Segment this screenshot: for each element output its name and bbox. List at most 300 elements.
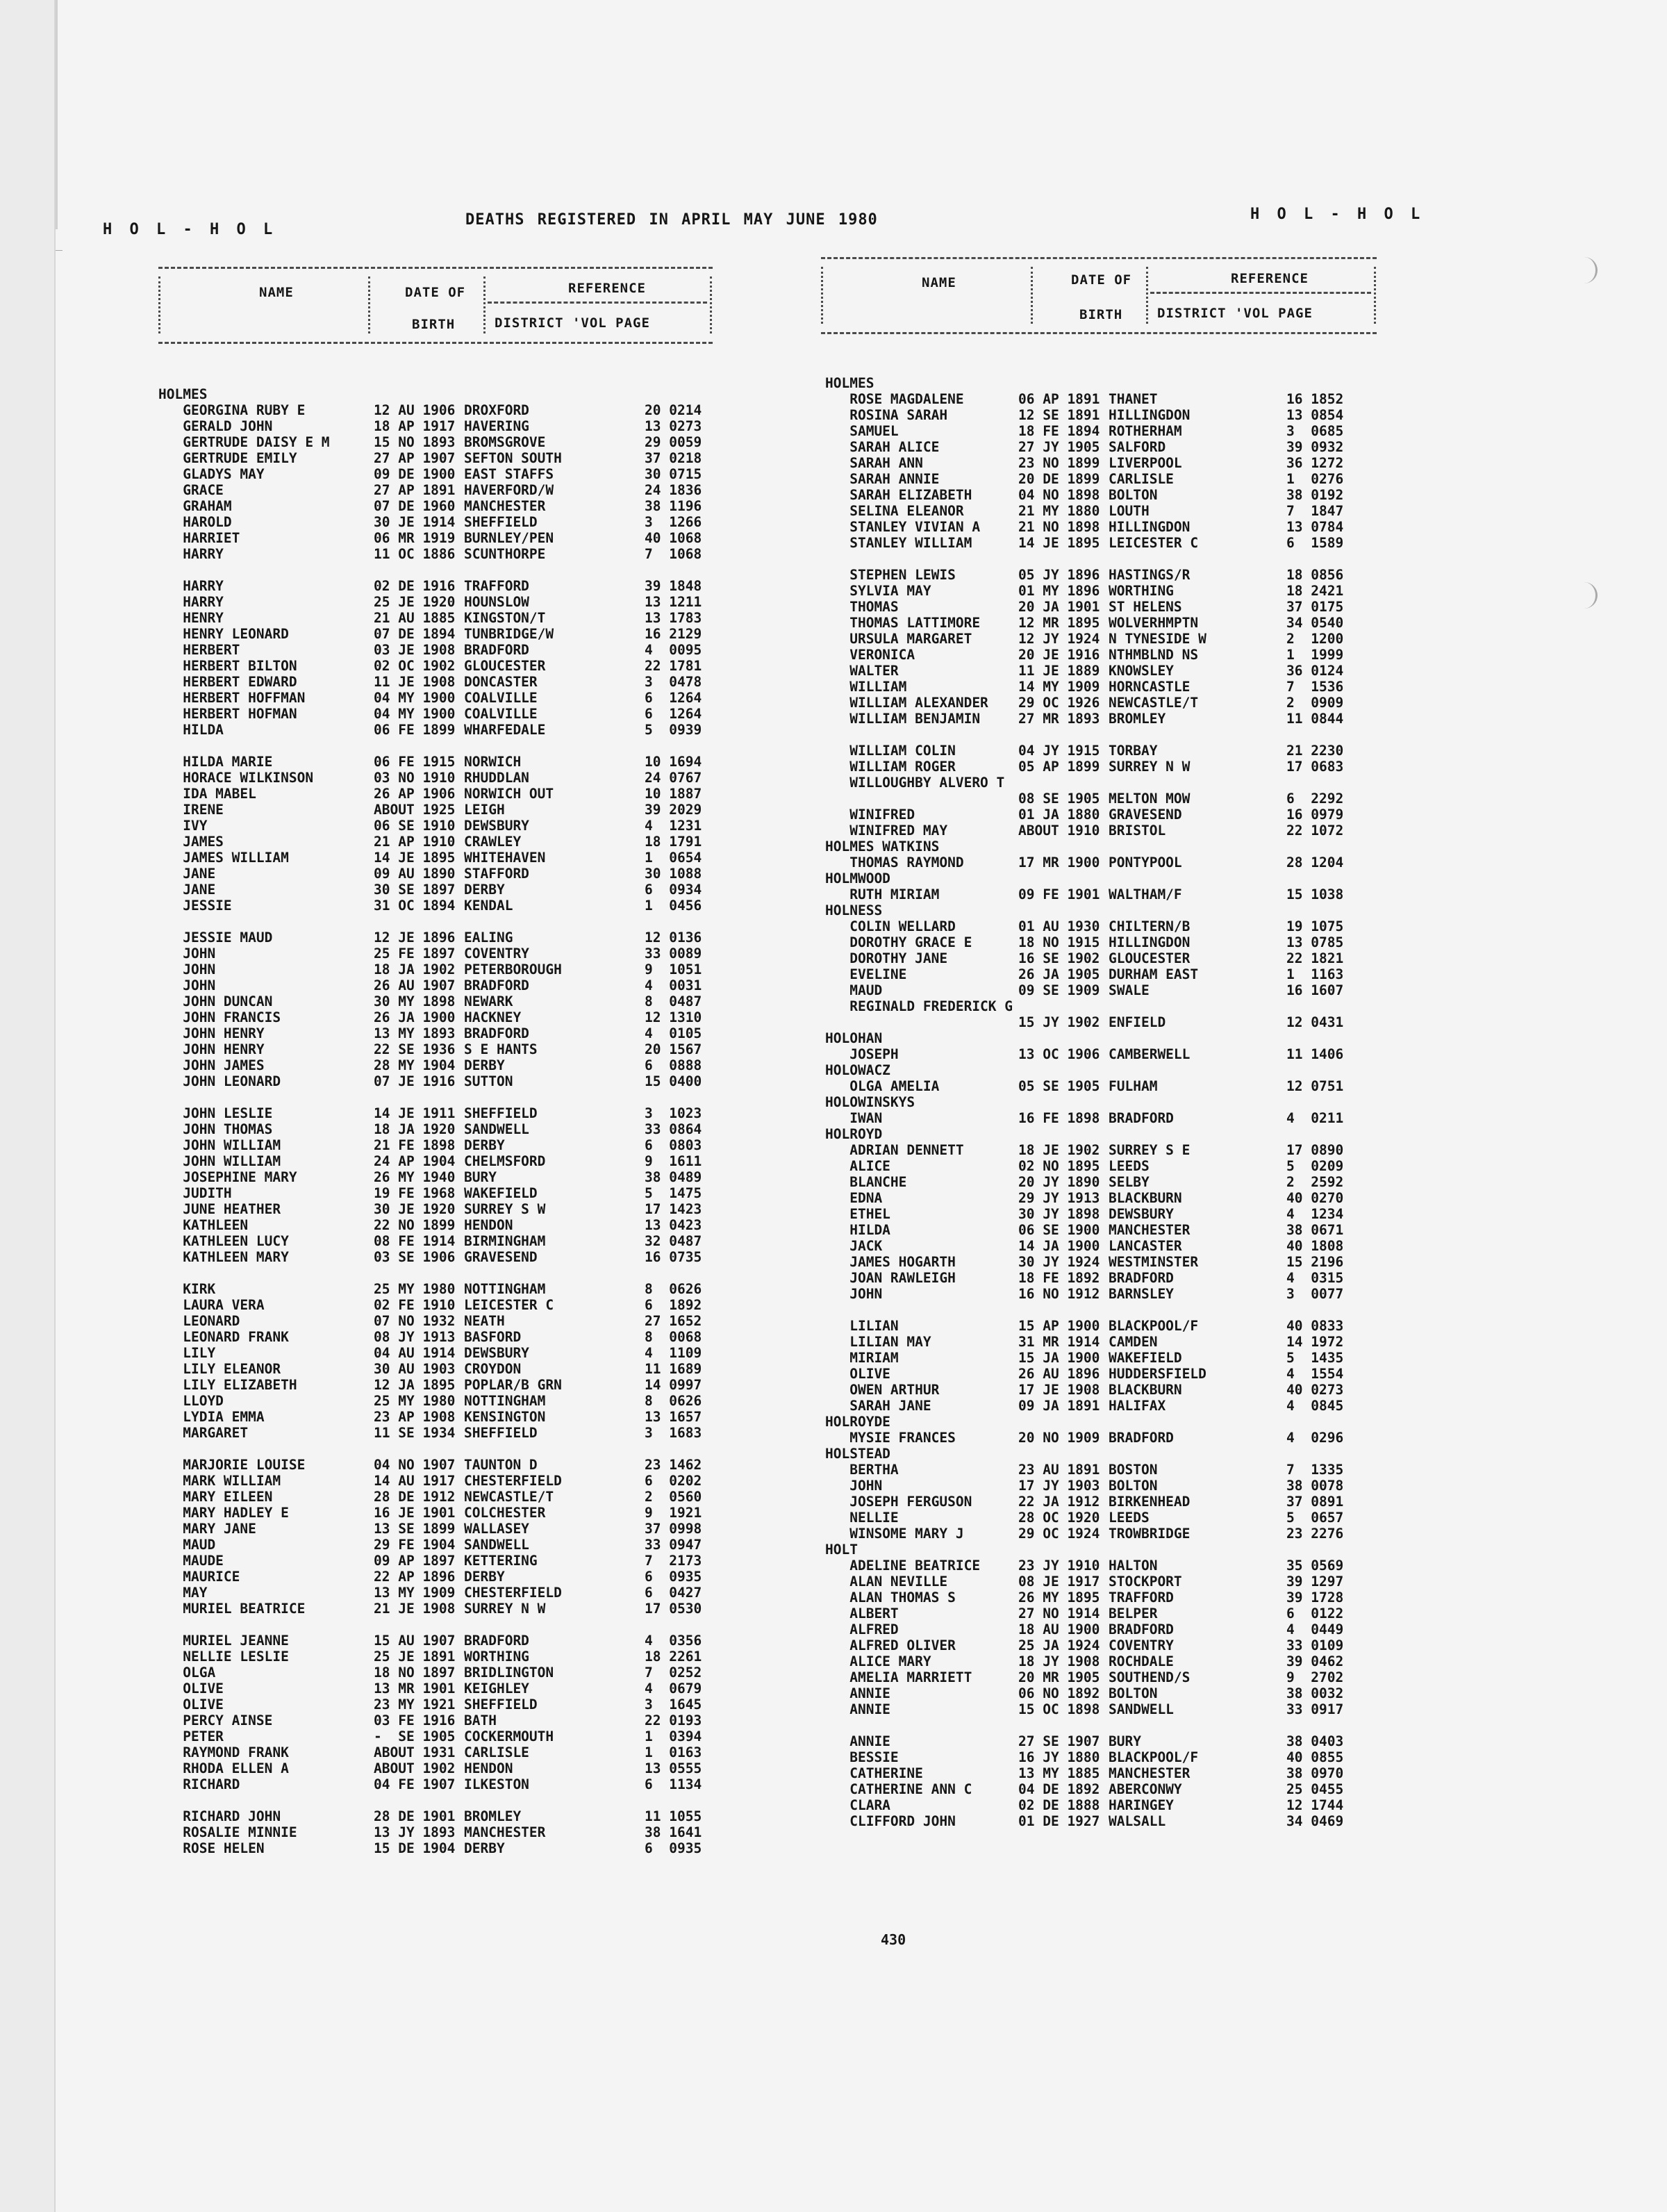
entry-birth-date: 13 OC 1906 (1018, 1046, 1100, 1062)
entry-birth-date: 21 MY 1880 (1018, 503, 1100, 519)
entry-district: WALSALL (1109, 1813, 1166, 1829)
entry-district: SELBY (1109, 1174, 1150, 1190)
register-entry (158, 754, 714, 770)
entry-name: HERBERT HOFFMAN (158, 690, 306, 706)
entry-birth-date: 04 FE 1907 (374, 1776, 456, 1792)
entry-vol-page: 39 0932 (1286, 439, 1344, 455)
entry-birth-date: 20 JE 1916 (1018, 647, 1100, 663)
register-entry (158, 1249, 714, 1265)
entry-district: BURY (464, 1169, 497, 1185)
entry-district: RHUDDLAN (464, 770, 529, 786)
entry-birth-date: 30 JE 1920 (374, 1201, 456, 1217)
entry-birth-date: 21 AP 1910 (374, 834, 456, 850)
entry-vol-page: 6 1892 (645, 1297, 702, 1313)
right-name-range: H O L - H O L (1250, 206, 1425, 223)
entry-district: LOUTH (1109, 503, 1150, 519)
entry-name: ROSE MAGDALENE (825, 391, 964, 407)
entry-vol-page: 3 1266 (645, 514, 702, 530)
entry-vol-page: 23 2276 (1286, 1526, 1344, 1542)
entry-district: CHILTERN/B (1109, 918, 1191, 934)
entry-vol-page: 29 0059 (645, 434, 702, 450)
entry-name: DOROTHY JANE (825, 950, 948, 966)
entry-birth-date: 14 AU 1917 (374, 1473, 456, 1489)
entry-name: LILY ELIZABETH (158, 1377, 297, 1393)
surname-heading (825, 1542, 1381, 1558)
entry-district: LEEDS (1109, 1158, 1150, 1174)
register-entry (158, 946, 714, 961)
entry-name: HOLMES (825, 375, 874, 391)
entry-name: IDA MABEL (158, 786, 256, 802)
entry-birth-date: 09 FE 1901 (1018, 886, 1100, 902)
register-entry (825, 711, 1381, 727)
entry-name: HOLOHAN (825, 1030, 883, 1046)
entry-district: BATH (464, 1712, 497, 1728)
entry-district: HILLINGDON (1109, 407, 1191, 423)
entry-birth-date: 28 OC 1920 (1018, 1510, 1100, 1526)
header-name: NAME (922, 275, 956, 290)
entry-birth-date: 02 FE 1910 (374, 1297, 456, 1313)
entry-vol-page: 3 0478 (645, 674, 702, 690)
entry-district: COLCHESTER (464, 1505, 546, 1521)
entry-vol-page: 3 0077 (1286, 1286, 1344, 1302)
entry-name: HERBERT (158, 642, 240, 658)
register-entry (158, 434, 714, 450)
left-name-range: H O L - H O L (103, 221, 277, 238)
entry-name: JOHN (825, 1478, 883, 1494)
entry-vol-page: 37 0218 (645, 450, 702, 466)
entry-birth-date: 08 SE 1905 (1018, 791, 1100, 807)
entry-district: CARLISLE (1109, 471, 1174, 487)
register-entry (825, 807, 1381, 823)
entry-birth-date: 03 NO 1910 (374, 770, 456, 786)
entry-name: ALICE MARY (825, 1653, 931, 1669)
register-entry (158, 834, 714, 850)
entry-district: LEICESTER C (1109, 535, 1199, 551)
register-entry (158, 1473, 714, 1489)
entry-birth-date: 03 SE 1906 (374, 1249, 456, 1265)
entry-birth-date: 15 JA 1900 (1018, 1350, 1100, 1366)
entry-birth-date: 30 JY 1898 (1018, 1206, 1100, 1222)
entry-name: STANLEY WILLIAM (825, 535, 972, 551)
register-entry (158, 961, 714, 977)
register-entry (158, 1377, 714, 1393)
entry-vol-page: 4 1231 (645, 818, 702, 834)
register-entry (825, 855, 1381, 870)
entry-name: HERBERT HOFMAN (158, 706, 297, 722)
entry-birth-date: 07 DE 1960 (374, 498, 456, 514)
entry-vol-page: 16 1852 (1286, 391, 1344, 407)
register-entry (825, 918, 1381, 934)
entry-birth-date: 01 MY 1896 (1018, 583, 1100, 599)
entry-birth-date: 06 MR 1919 (374, 530, 456, 546)
entry-name: JESSIE MAUD (158, 930, 273, 946)
entry-vol-page: 8 0626 (645, 1281, 702, 1297)
entry-district: KEIGHLEY (464, 1681, 529, 1697)
entry-name: LILIAN (825, 1318, 899, 1334)
register-entry (825, 567, 1381, 583)
entry-name: ROSALIE MINNIE (158, 1824, 297, 1840)
register-entry (825, 679, 1381, 695)
entry-birth-date: 07 DE 1894 (374, 626, 456, 642)
entry-name: MARJORIE LOUISE (158, 1457, 306, 1473)
entry-district: SWALE (1109, 982, 1150, 998)
entry-name: ROSINA SARAH (825, 407, 948, 423)
entry-district: GLOUCESTER (1109, 950, 1191, 966)
entry-name: THOMAS RAYMOND (825, 855, 964, 870)
entry-district: BRADFORD (1109, 1110, 1174, 1126)
entry-vol-page: 7 0252 (645, 1665, 702, 1681)
entry-birth-date: 17 MR 1900 (1018, 855, 1100, 870)
entry-name: SELINA ELEANOR (825, 503, 964, 519)
register-entry (158, 402, 714, 418)
entry-district: SEFTON SOUTH (464, 450, 562, 466)
entry-birth-date: 03 FE 1916 (374, 1712, 456, 1728)
entry-vol-page: 3 1683 (645, 1425, 702, 1441)
register-entry (158, 562, 714, 578)
entry-district: SURREY S E (1109, 1142, 1191, 1158)
entry-birth-date: 28 MY 1904 (374, 1057, 456, 1073)
register-entry (158, 786, 714, 802)
entry-birth-date: 26 MY 1940 (374, 1169, 456, 1185)
entry-birth-date: 28 DE 1912 (374, 1489, 456, 1505)
entry-birth-date: 13 MY 1885 (1018, 1765, 1100, 1781)
entry-birth-date: 23 AP 1908 (374, 1409, 456, 1425)
entry-birth-date: 01 JA 1880 (1018, 807, 1100, 823)
entry-birth-date: 15 NO 1893 (374, 434, 456, 450)
entry-birth-date: 27 AP 1891 (374, 482, 456, 498)
entry-name: SARAH JANE (825, 1398, 931, 1414)
entry-name: BLANCHE (825, 1174, 907, 1190)
entry-district: BROMLEY (464, 1808, 522, 1824)
entry-birth-date: 25 JE 1920 (374, 594, 456, 610)
entry-birth-date: ABOUT 1910 (1018, 823, 1100, 839)
entry-name: HOLROYD (825, 1126, 883, 1142)
entry-name: KIRK (158, 1281, 216, 1297)
entry-name: ALFRED (825, 1621, 899, 1637)
entry-birth-date: 18 FE 1894 (1018, 423, 1100, 439)
entry-district: COALVILLE (464, 690, 538, 706)
entry-district: ILKESTON (464, 1776, 529, 1792)
entry-district: HORNCASTLE (1109, 679, 1191, 695)
entry-name: ALICE (825, 1158, 890, 1174)
entry-district: BRADFORD (464, 642, 529, 658)
entry-name: HOLMES WATKINS (825, 839, 940, 855)
entry-district: SHEFFIELD (464, 514, 538, 530)
register-entry (158, 1601, 714, 1617)
surname-heading (825, 375, 1381, 391)
header-name: NAME (259, 285, 294, 300)
entry-name: HARRY (158, 594, 224, 610)
register-entry (158, 626, 714, 642)
entry-name: JAMES WILLIAM (158, 850, 289, 866)
entry-name: HOLOWINSKYS (825, 1094, 915, 1110)
register-entry (825, 1462, 1381, 1478)
entry-vol-page: 7 1847 (1286, 503, 1344, 519)
entry-birth-date: 02 OC 1902 (374, 658, 456, 674)
register-entry (158, 1585, 714, 1601)
entry-birth-date: 12 JY 1924 (1018, 631, 1100, 647)
entry-name: LEONARD (158, 1313, 240, 1329)
entry-vol-page: 5 0209 (1286, 1158, 1344, 1174)
entry-district: ABERCONWY (1109, 1781, 1182, 1797)
entry-vol-page: 7 1536 (1286, 679, 1344, 695)
entry-district: NEATH (464, 1313, 505, 1329)
entry-name: HARRY (158, 546, 224, 562)
register-entry (825, 1302, 1381, 1318)
entry-vol-page: 18 2421 (1286, 583, 1344, 599)
entry-vol-page: 13 0555 (645, 1760, 702, 1776)
entry-birth-date: 23 NO 1899 (1018, 455, 1100, 471)
entry-vol-page: 2 0909 (1286, 695, 1344, 711)
entry-name: KATHLEEN LUCY (158, 1233, 289, 1249)
surname-heading (825, 1446, 1381, 1462)
entry-name: RICHARD JOHN (158, 1808, 281, 1824)
entry-name: JOHN WILLIAM (158, 1153, 281, 1169)
entry-birth-date: 03 JE 1908 (374, 642, 456, 658)
entry-name: JANE (158, 866, 216, 882)
register-entry (825, 695, 1381, 711)
entry-vol-page: 13 0785 (1286, 934, 1344, 950)
entry-name: REGINALD FREDERICK G (825, 998, 1013, 1014)
entry-vol-page: 4 0845 (1286, 1398, 1344, 1414)
entry-birth-date: 25 JA 1924 (1018, 1637, 1100, 1653)
entry-name: HILDA MARIE (158, 754, 273, 770)
entry-district: HILLINGDON (1109, 519, 1191, 535)
entry-district: HALIFAX (1109, 1398, 1166, 1414)
entry-birth-date: 18 FE 1892 (1018, 1270, 1100, 1286)
entry-birth-date: 23 AU 1891 (1018, 1462, 1100, 1478)
entry-vol-page: 1 0394 (645, 1728, 702, 1744)
entry-district: HACKNEY (464, 1009, 522, 1025)
entry-district: POPLAR/B GRN (464, 1377, 562, 1393)
entry-district: BRADFORD (1109, 1270, 1174, 1286)
entry-district: DERBY (464, 1137, 505, 1153)
register-entry (158, 1760, 714, 1776)
register-entry (825, 1590, 1381, 1606)
entry-name: MAURICE (158, 1569, 240, 1585)
entry-name: HENRY (158, 610, 224, 626)
entry-district: EAST STAFFS (464, 466, 554, 482)
entry-birth-date: 11 JE 1908 (374, 674, 456, 690)
entry-district: DEWSBURY (464, 1345, 529, 1361)
entry-name: HARRY (158, 578, 224, 594)
entry-birth-date: 16 JE 1901 (374, 1505, 456, 1521)
entry-district: STOCKPORT (1109, 1574, 1182, 1590)
register-entry (825, 1222, 1381, 1238)
entry-vol-page: 37 0175 (1286, 599, 1344, 615)
entry-district: GLOUCESTER (464, 658, 546, 674)
entry-vol-page: 22 0193 (645, 1712, 702, 1728)
entry-district: HARINGEY (1109, 1797, 1174, 1813)
register-entry (158, 1489, 714, 1505)
entry-name: JOHN FRANCIS (158, 1009, 281, 1025)
register-entry (158, 1345, 714, 1361)
entry-birth-date: 16 SE 1902 (1018, 950, 1100, 966)
entry-birth-date: 18 AU 1900 (1018, 1621, 1100, 1637)
entry-name: MURIEL BEATRICE (158, 1601, 306, 1617)
entry-name: BERTHA (825, 1462, 899, 1478)
entry-birth-date: 12 AU 1906 (374, 402, 456, 418)
entry-district: FULHAM (1109, 1078, 1158, 1094)
register-entry (158, 1633, 714, 1649)
surname-heading (825, 1094, 1381, 1110)
register-entry (158, 818, 714, 834)
entry-vol-page: 14 1972 (1286, 1334, 1344, 1350)
entry-birth-date: 30 AU 1903 (374, 1361, 456, 1377)
entry-name: SAMUEL (825, 423, 899, 439)
entry-name: ETHEL (825, 1206, 890, 1222)
entry-birth-date: 17 JY 1903 (1018, 1478, 1100, 1494)
header-date-of: DATE OF (405, 285, 466, 300)
register-entry (825, 599, 1381, 615)
register-entry (825, 1797, 1381, 1813)
entry-vol-page: 6 1589 (1286, 535, 1344, 551)
register-entry (158, 930, 714, 946)
entry-vol-page: 12 1744 (1286, 1797, 1344, 1813)
entry-vol-page: 9 1921 (645, 1505, 702, 1521)
entry-birth-date: 06 FE 1915 (374, 754, 456, 770)
entry-vol-page: 5 0939 (645, 722, 702, 738)
entry-name: CATHERINE (825, 1765, 923, 1781)
register-entry (825, 583, 1381, 599)
entry-district: HASTINGS/R (1109, 567, 1191, 583)
entry-district: BRADFORD (464, 1025, 529, 1041)
entry-district: WHITEHAVEN (464, 850, 546, 866)
entry-birth-date: 05 SE 1905 (1018, 1078, 1100, 1094)
entry-vol-page: 16 2129 (645, 626, 702, 642)
register-entry (158, 690, 714, 706)
entry-name: JOHN (158, 946, 216, 961)
entry-district: NOTTINGHAM (464, 1281, 546, 1297)
register-entry (825, 886, 1381, 902)
register-entry (825, 759, 1381, 775)
register-entry (158, 466, 714, 482)
surname-heading (825, 1126, 1381, 1142)
entry-district: ROCHDALE (1109, 1653, 1174, 1669)
register-entry (825, 1174, 1381, 1190)
register-entry (825, 1254, 1381, 1270)
entry-vol-page: 11 1055 (645, 1808, 702, 1824)
entry-vol-page: 19 1075 (1286, 918, 1344, 934)
entry-vol-page: 16 0735 (645, 1249, 702, 1265)
register-entry (825, 407, 1381, 423)
entry-birth-date: 26 AP 1906 (374, 786, 456, 802)
register-entry (825, 1430, 1381, 1446)
header-district-vol-page: DISTRICT 'VOL PAGE (1157, 306, 1313, 321)
entry-name: THOMAS (825, 599, 899, 615)
register-entry (158, 1553, 714, 1569)
entry-district: BROMSGROVE (464, 434, 546, 450)
register-entry (825, 455, 1381, 471)
entry-name: JANE (158, 882, 216, 898)
entry-birth-date: 04 MY 1900 (374, 690, 456, 706)
register-entry (825, 1494, 1381, 1510)
entry-birth-date: 04 NO 1898 (1018, 487, 1100, 503)
register-entry (825, 1653, 1381, 1669)
entry-vol-page: 14 0997 (645, 1377, 702, 1393)
register-entry (158, 1569, 714, 1585)
entry-birth-date: 07 NO 1932 (374, 1313, 456, 1329)
entry-district: NEWCASTLE/T (464, 1489, 554, 1505)
entry-vol-page: 32 0487 (645, 1233, 702, 1249)
entry-district: BIRKENHEAD (1109, 1494, 1191, 1510)
register-entry (158, 1121, 714, 1137)
entry-vol-page: 22 1072 (1286, 823, 1344, 839)
register-entry (825, 391, 1381, 407)
entry-birth-date: 29 OC 1924 (1018, 1526, 1100, 1542)
entry-name: JOHN HENRY (158, 1041, 265, 1057)
entry-district: SALFORD (1109, 439, 1166, 455)
register-entry (825, 615, 1381, 631)
register-entry (825, 1366, 1381, 1382)
entry-district: PONTYPOOL (1109, 855, 1182, 870)
entry-name: STANLEY VIVIAN A (825, 519, 981, 535)
entry-vol-page: 37 0891 (1286, 1494, 1344, 1510)
entry-name: COLIN WELLARD (825, 918, 956, 934)
entry-district: BARNSLEY (1109, 1286, 1174, 1302)
entry-district: CROYDON (464, 1361, 522, 1377)
entry-birth-date: 15 OC 1898 (1018, 1701, 1100, 1717)
entry-name: JOHN (825, 1286, 883, 1302)
entry-name: IVY (158, 818, 208, 834)
register-entry (158, 1824, 714, 1840)
entry-vol-page: 6 0935 (645, 1840, 702, 1856)
entry-name: IRENE (158, 802, 224, 818)
register-entry (825, 1669, 1381, 1685)
entry-vol-page: 30 1088 (645, 866, 702, 882)
entry-district: NOTTINGHAM (464, 1393, 546, 1409)
entry-birth-date: 18 JY 1908 (1018, 1653, 1100, 1669)
entry-name: MAUDE (158, 1553, 224, 1569)
entry-district: BASFORD (464, 1329, 522, 1345)
entry-vol-page: 1 1163 (1286, 966, 1344, 982)
register-entry (158, 1361, 714, 1377)
entry-vol-page: 33 0864 (645, 1121, 702, 1137)
entry-vol-page: 9 2702 (1286, 1669, 1344, 1685)
entry-birth-date: 14 JA 1900 (1018, 1238, 1100, 1254)
register-entry (158, 1840, 714, 1856)
register-entry (825, 1765, 1381, 1781)
entry-district: GRAVESEND (1109, 807, 1182, 823)
entry-name: JUDITH (158, 1185, 232, 1201)
right-column-header (821, 257, 1377, 335)
entry-district: CARLISLE (464, 1744, 529, 1760)
entry-name: JACK (825, 1238, 883, 1254)
register-entry (158, 1089, 714, 1105)
entry-district: SANDWELL (464, 1537, 529, 1553)
entry-vol-page: 4 0315 (1286, 1270, 1344, 1286)
register-entry (158, 1169, 714, 1185)
entry-birth-date: 25 MY 1980 (374, 1393, 456, 1409)
entry-district: BURY (1109, 1733, 1141, 1749)
entry-name: CLIFFORD JOHN (825, 1813, 956, 1829)
entry-vol-page: 12 0431 (1286, 1014, 1344, 1030)
register-entry (158, 1329, 714, 1345)
register-entry (825, 1685, 1381, 1701)
entry-district: KETTERING (464, 1553, 538, 1569)
entry-name: ADELINE BEATRICE (825, 1558, 981, 1574)
entry-vol-page: 5 1435 (1286, 1350, 1344, 1366)
register-entry (825, 1813, 1381, 1829)
entry-birth-date: 22 AP 1896 (374, 1569, 456, 1585)
entry-district: BOLTON (1109, 1685, 1158, 1701)
entry-name: GRACE (158, 482, 224, 498)
surname-heading (825, 1062, 1381, 1078)
entry-district: WALTHAM/F (1109, 886, 1182, 902)
entry-district: DURHAM EAST (1109, 966, 1199, 982)
entry-vol-page: 3 0685 (1286, 423, 1344, 439)
entry-birth-date: 30 MY 1898 (374, 993, 456, 1009)
